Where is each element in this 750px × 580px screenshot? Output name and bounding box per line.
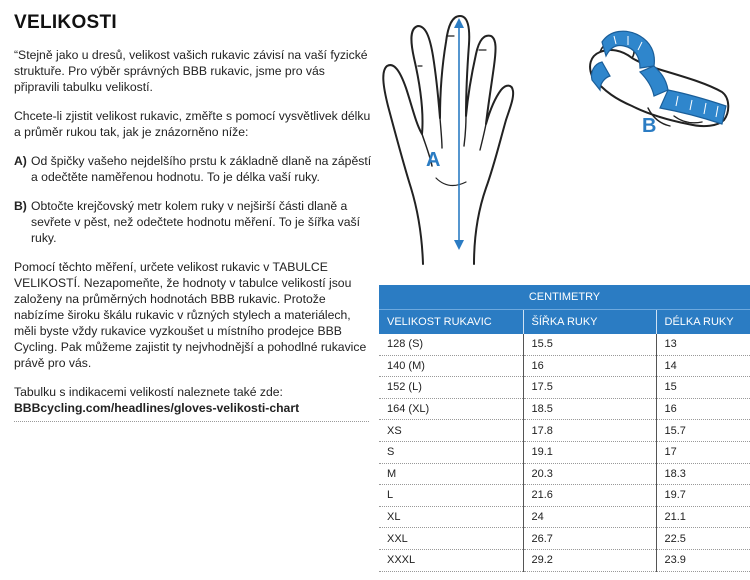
size-table [379, 285, 750, 572]
intro-paragraph: “Stejně jako u dresů, velikost vašich rukavic závisí na vaší fyzické struktuře. Pro výběr správných BBB rukavic, jsme pro vás připravili tabulku velikostí. [14, 48, 368, 94]
size-chart [379, 285, 750, 572]
width-cell: 17.5 [523, 377, 656, 399]
open-hand-icon [383, 16, 513, 264]
table-row [379, 334, 750, 355]
length-cell: 22.5 [656, 528, 750, 550]
length-arrow-icon [454, 18, 464, 250]
hand-measurement-illustration [378, 6, 750, 270]
size-cell: L [379, 485, 523, 507]
instruction-a [14, 153, 372, 185]
length-cell: 17 [656, 441, 750, 463]
size-cell: S [379, 441, 523, 463]
width-cell: 29.2 [523, 549, 656, 571]
width-cell: 21.6 [523, 485, 656, 507]
length-cell: 15 [656, 377, 750, 399]
size-cell: XXL [379, 528, 523, 550]
label-b: B [642, 115, 657, 137]
width-cell: 19.1 [523, 441, 656, 463]
length-cell: 15.7 [656, 420, 750, 442]
page-title: VELIKOSTI [14, 12, 117, 33]
size-cell: XL [379, 506, 523, 528]
size-cell: XXXL [379, 549, 523, 571]
measure-intro-paragraph: Chcete-li zjistit velikost rukavic, změřte s pomocí vysvětlivek délku a průměr rukou tak, jak je znázorněno níže: [14, 109, 371, 139]
width-cell: 20.3 [523, 463, 656, 485]
length-cell: 23.9 [656, 549, 750, 571]
length-cell: 14 [656, 355, 750, 377]
length-cell: 18.3 [656, 463, 750, 485]
unit-band: CENTIMETRY [379, 285, 750, 310]
table-row [379, 506, 750, 528]
table-row [379, 485, 750, 507]
size-cell: 140 (M) [379, 355, 523, 377]
length-cell: 16 [656, 398, 750, 420]
col-header-size: VELIKOST RUKAVIC [379, 310, 523, 335]
table-row [379, 355, 750, 377]
measuring-tape-icon [591, 31, 726, 124]
header-row [379, 310, 750, 335]
instruction-b [14, 198, 372, 246]
width-cell: 18.5 [523, 398, 656, 420]
width-cell: 15.5 [523, 334, 656, 355]
table-row [379, 528, 750, 550]
table-row [379, 377, 750, 399]
size-cell: 152 (L) [379, 377, 523, 399]
chart-note: Tabulku s indikacemi velikostí naleznete také zde: [14, 385, 283, 399]
length-cell: 19.7 [656, 485, 750, 507]
width-cell: 16 [523, 355, 656, 377]
instruction-b-key: B) [14, 199, 27, 213]
instruction-b-text: Obtočte krejčovský metr kolem ruky v nejširší části dlaně a sevřete v pěst, než odečtete hodnotu měření. To je šířka vaší ruky. [31, 199, 361, 245]
table-row [379, 441, 750, 463]
chart-link-paragraph [14, 384, 372, 416]
description-text [14, 47, 372, 416]
col-header-length: DÉLKA RUKY [656, 310, 750, 335]
label-a: A [426, 149, 441, 171]
usage-paragraph: Pomocí těchto měření, určete velikost rukavic v TABULCE VELIKOSTÍ. Nezapomeňte, že hodnoty v tabulce velikostí jsou založeny na průměrných hodnotách BBB rukavic. Protože nabízíme široku škálu rukavic v různých stylech a materiálech, měli byste vždy rukavice vyzkoušet u místního prodejce BBB Cycling. Pak můžeme zajistit ty nejvhodnější a pohodlné rukavice právě pro vás. [14, 260, 367, 370]
length-cell: 21.1 [656, 506, 750, 528]
width-cell: 26.7 [523, 528, 656, 550]
instruction-a-key: A) [14, 154, 27, 168]
divider [14, 421, 369, 422]
table-row [379, 398, 750, 420]
length-cell: 13 [656, 334, 750, 355]
size-cell: M [379, 463, 523, 485]
table-row [379, 549, 750, 571]
unit-band-row [379, 285, 750, 310]
size-cell: 164 (XL) [379, 398, 523, 420]
width-cell: 17.8 [523, 420, 656, 442]
instruction-a-text: Od špičky vašeho nejdelšího prstu k základně dlaně na zápěstí a odečtěte naměřenou hodnotu. To je délka vaší ruky. [31, 154, 372, 184]
size-cell: 128 (S) [379, 334, 523, 355]
width-cell: 24 [523, 506, 656, 528]
chart-link[interactable]: BBBcycling.com/headlines/gloves-velikosti-chart [14, 401, 300, 415]
table-row [379, 420, 750, 442]
col-header-width: ŠÍŘKA RUKY [523, 310, 656, 335]
table-row [379, 463, 750, 485]
size-cell: XS [379, 420, 523, 442]
